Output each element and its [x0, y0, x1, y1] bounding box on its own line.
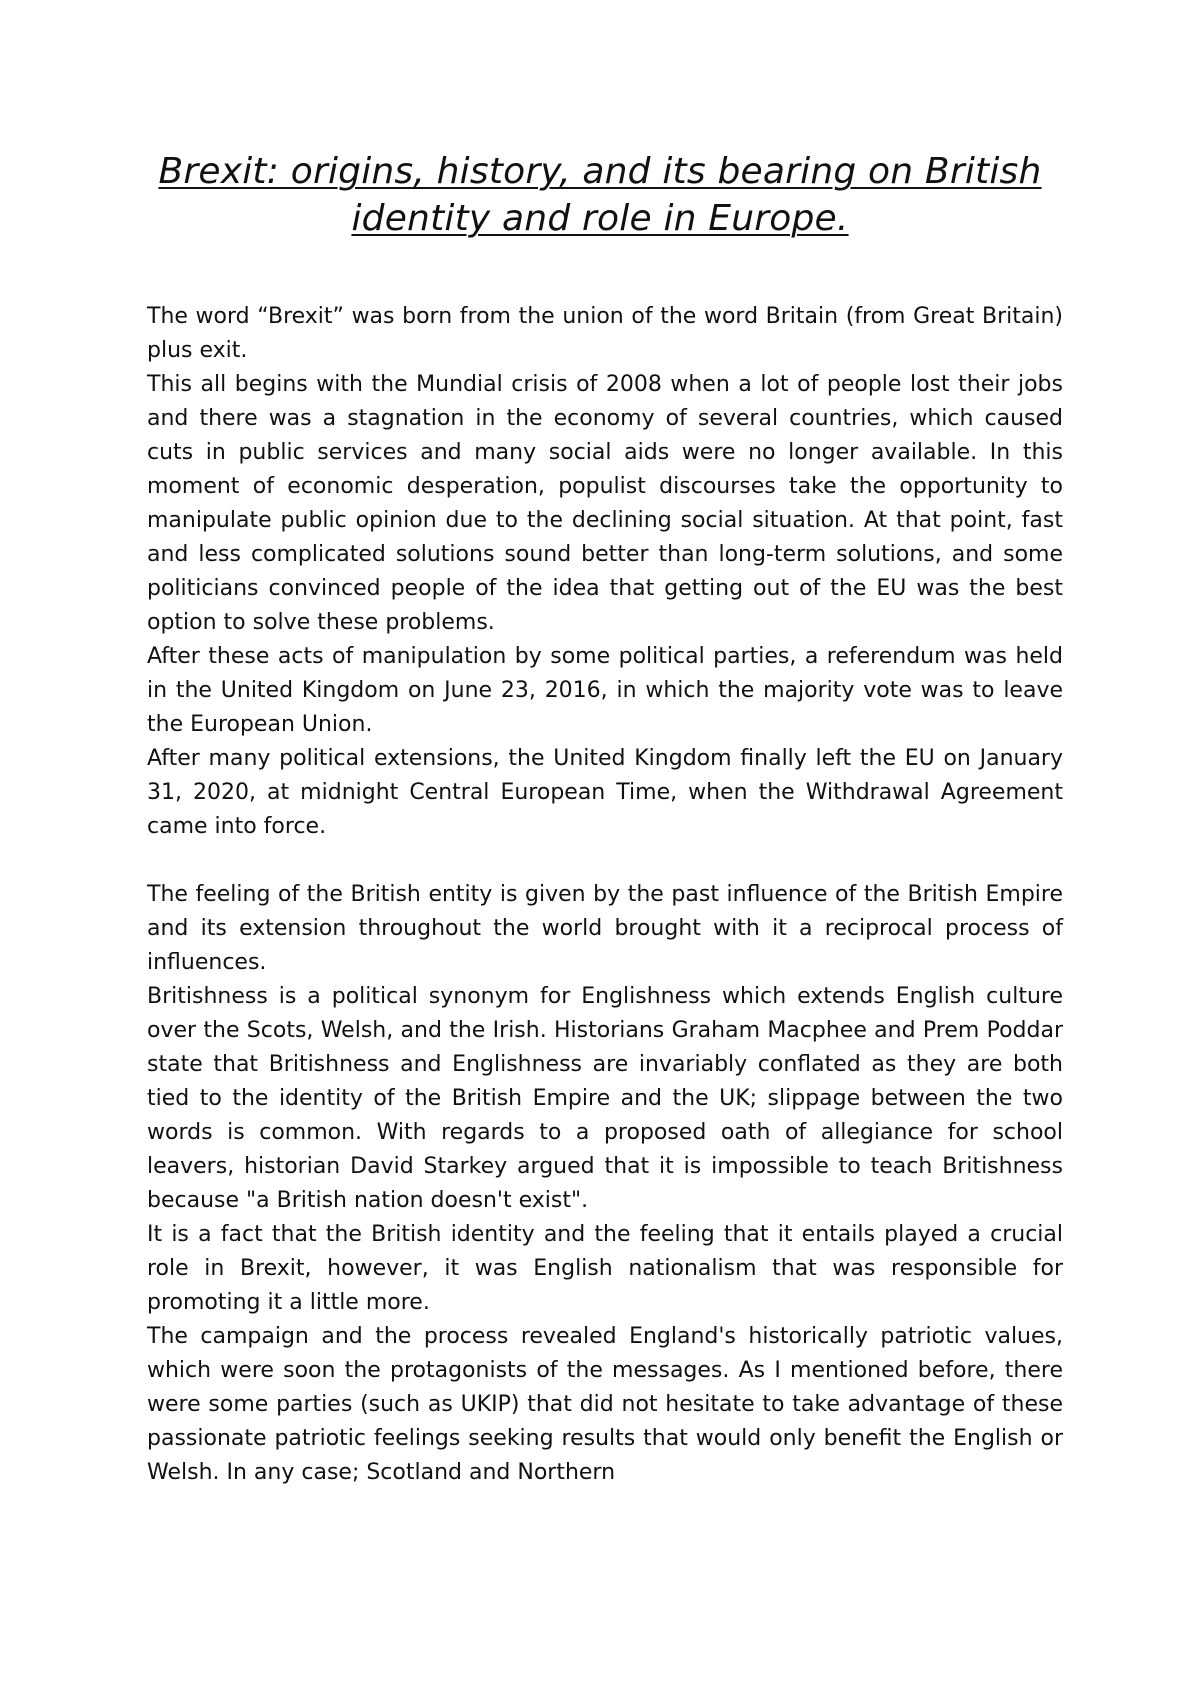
document-title: Brexit: origins, history, and its bearing on British identity and role in Europe. — [158, 151, 1042, 239]
paragraph-brexit-word-origin: The word “Brexit” was born from the union of the word Britain (from Great Britain) plus exit. — [147, 304, 1063, 363]
paragraph-referendum: After these acts of manipulation by some political parties, a referendum was held in the United Kingdom on June 23, 2016, in which the majority vote was to leave the European Union. — [147, 644, 1063, 737]
paragraph-british-entity: The feeling of the British entity is given by the past influence of the British Empire and its extension throughout the world brought with it a reciprocal process of influences. — [147, 882, 1063, 975]
paragraph-crisis-2008: This all begins with the Mundial crisis of 2008 when a lot of people lost their jobs and there was a stagnation in the economy of several countries, which caused cuts in public services and many social aids were no longer available. In this moment of economic desperation, populist discourses take the opportunity to manipulate public opinion due to the declining social situation. At that point, fast and less complicated solutions sound better than long-term solutions, and some politicians convinced people of the idea that getting out of the EU was the best option to solve these problems. — [147, 372, 1063, 635]
paragraph-campaign: The campaign and the process revealed England's historically patriotic values, which were soon the protagonists of the messages. As I mentioned before, there were some parties (such as UKIP) that did not hesitate to take advantage of these passionate patriotic feelings seeking results that would only benefit the English or Welsh. In any case; Scotland and Northern — [147, 1324, 1063, 1485]
paragraph-withdrawal: After many political extensions, the United Kingdom finally left the EU on January 31, 2020, at midnight Central European Time, when the Withdrawal Agreement came into force. — [147, 746, 1063, 839]
paragraph-english-nationalism: It is a fact that the British identity and the feeling that it entails played a crucial role in Brexit, however, it was English nationalism that was responsible for promoting it a little more. — [147, 1222, 1063, 1315]
document-body — [147, 300, 1063, 1490]
paragraph-britishness: Britishness is a political synonym for Englishness which extends English culture over the Scots, Welsh, and the Irish. Historians Graham Macphee and Prem Poddar state that Britishness and Englishness are invariably conflated as they are both tied to the identity of the British Empire and the UK; slippage between the two words is common. With regards to a proposed oath of allegiance for school leavers, historian David Starkey argued that it is impossible to teach Britishness because "a British nation doesn't exist". — [147, 984, 1063, 1213]
